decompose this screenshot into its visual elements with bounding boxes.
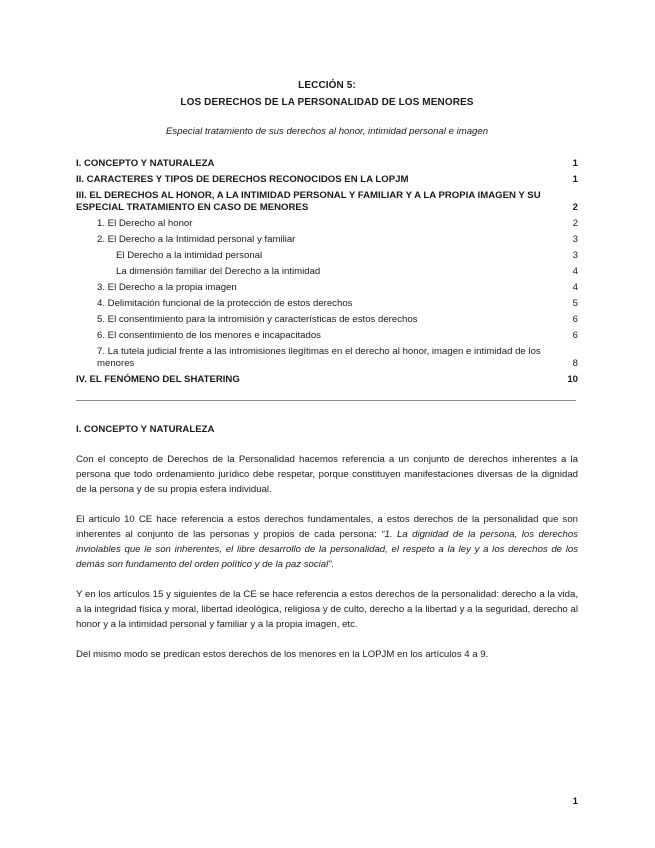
toc-entry-page: 4 — [572, 266, 578, 277]
paragraph-lead: El artículo 10 CE hace referencia a estos derechos fundamentales, a estos derechos de la personalidad que son inherentes al conjunto de las personas y propios de cada persona: — [76, 514, 578, 540]
toc-entry-page: 6 — [572, 330, 578, 341]
toc-entry[interactable] — [76, 190, 578, 214]
toc-entry[interactable] — [76, 174, 578, 186]
toc-entry-page: 3 — [572, 234, 578, 245]
lesson-subtitle: Especial tratamiento de sus derechos al honor, intimidad personal e imagen — [165, 126, 489, 137]
paragraph — [76, 512, 578, 572]
toc-entry[interactable] — [76, 234, 578, 246]
toc-entry[interactable] — [76, 266, 578, 278]
toc-divider — [76, 400, 576, 401]
toc-entry-text: 5. El consentimiento para la intromisión y características de estos derechos — [97, 314, 418, 325]
lesson-number: LECCIÓN 5: — [298, 80, 356, 91]
toc-entry[interactable] — [76, 282, 578, 294]
toc-entry-page: 8 — [572, 358, 578, 369]
toc-entry-page: 6 — [572, 314, 578, 325]
section-body — [76, 424, 578, 677]
page-number: 1 — [572, 796, 578, 807]
toc-entry[interactable] — [76, 298, 578, 310]
toc-entry-page: 1 — [572, 158, 578, 169]
toc-entry[interactable] — [76, 374, 578, 386]
toc-entry-text: III. EL DERECHOS AL HONOR, A LA INTIMIDAD PERSONAL Y FAMILIAR Y A LA PROPIA IMAGEN Y SU ESPECIAL TRATAMIENTO EN CASO DE MENORES — [76, 190, 541, 213]
lesson-title: LOS DERECHOS DE LA PERSONALIDAD DE LOS MENORES — [180, 97, 474, 108]
toc-entry-page: 5 — [572, 298, 578, 309]
toc-entry[interactable] — [76, 330, 578, 342]
toc-entry[interactable] — [76, 158, 578, 170]
toc-entry-text: 1. El Derecho al honor — [97, 218, 193, 229]
toc-entry-text: 6. El consentimiento de los menores e incapacitados — [97, 330, 321, 341]
toc-entry-text: 3. El Derecho a la propia imagen — [97, 282, 237, 293]
paragraph: Del mismo modo se predican estos derechos de los menores en la LOPJM en los artículos 4 a 9. — [76, 649, 489, 660]
toc-entry-page: 2 — [572, 202, 578, 213]
toc-entry[interactable] — [76, 250, 578, 262]
toc-entry[interactable] — [76, 346, 578, 370]
toc-entry-text: 7. La tutela judicial frente a las intromisiones ilegítimas en el derecho al honor, imagen e intimidad de los menores — [97, 346, 541, 369]
toc-entry-text: La dimensión familiar del Derecho a la intimidad — [116, 266, 321, 277]
toc-entry-text: 4. Delimitación funcional de la protección de estos derechos — [97, 298, 353, 309]
toc-entry-page: 10 — [567, 374, 578, 385]
toc-entry-text: IV. EL FENÓMENO DEL SHATERING — [76, 374, 240, 385]
toc-entry[interactable] — [76, 314, 578, 326]
toc-entry-page: 4 — [572, 282, 578, 293]
section-heading: I. CONCEPTO Y NATURALEZA — [76, 424, 215, 435]
toc-entry-text: I. CONCEPTO Y NATURALEZA — [76, 158, 215, 169]
toc-entry-page: 3 — [572, 250, 578, 261]
toc-entry[interactable] — [76, 218, 578, 230]
toc-entry-text: 2. El Derecho a la Intimidad personal y familiar — [97, 234, 296, 245]
paragraph: Con el concepto de Derechos de la Personalidad hacemos referencia a un conjunto de derechos inherentes a la persona que todo ordenamiento jurídico debe respetar, porque constituyen manifestaciones diversas de la dignidad de la persona y de su propia esfera individual. — [76, 454, 578, 495]
toc-entry-page: 2 — [572, 218, 578, 229]
toc-entry-page: 1 — [572, 174, 578, 185]
toc-entry-text: El Derecho a la intimidad personal — [116, 250, 263, 261]
toc-entry-text: II. CARACTERES Y TIPOS DE DERECHOS RECONOCIDOS EN LA LOPJM — [76, 174, 409, 185]
paragraph: Y en los artículos 15 y siguientes de la CE se hace referencia a estos derechos de la personalidad: derecho a la vida, a la integridad física y moral, libertad ideológica, religiosa y de culto, derecho a la libertad y a la seguridad, derecho al honor y a la intimidad personal y familiar y a la propia imagen, etc. — [76, 589, 578, 630]
constitution-quote: “1. La dignidad de la persona, los derechos inviolables que le son inherentes, el libre desarrollo de la personalidad, el respeto a la ley y a los derechos de los demás son fundamento del orden político y de la paz social”. — [76, 529, 578, 570]
table-of-contents — [76, 158, 578, 390]
